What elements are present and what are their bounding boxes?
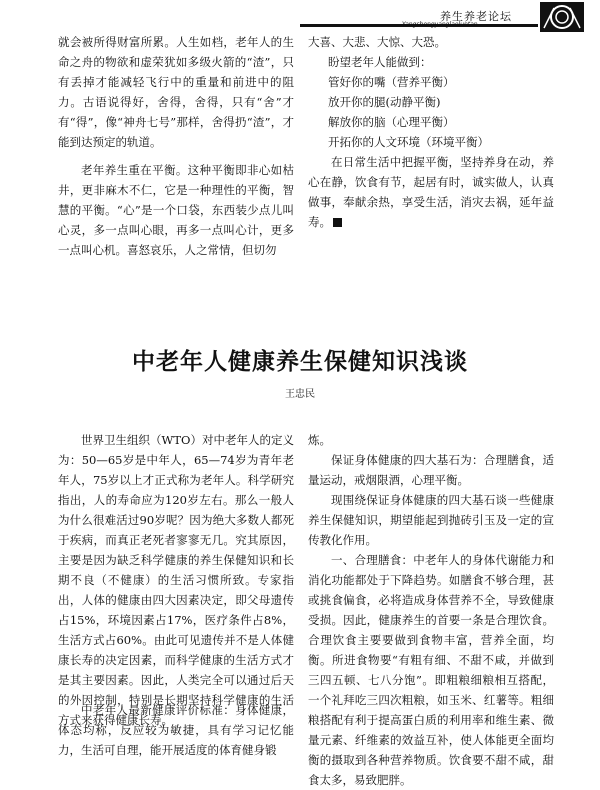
article-right-paragraph-2: 保证身体健康的四大基石为：合理膳食，适量运动，戒烟限酒，心理平衡。 bbox=[308, 453, 554, 487]
previous-article-intro-line: 大喜、大悲、大惊、大恐。 bbox=[308, 35, 446, 49]
previous-article-right-column bbox=[308, 32, 554, 152]
article-right-paragraph-1: 炼。 bbox=[308, 433, 331, 447]
previous-article-closing-text: 在日常生活中把握平衡，坚持养身在动，养心在静，饮食有节，起居有时，诚实做人，认真做事，奉献余热，享受生活，消灾去祸，延年益寿。 bbox=[308, 155, 554, 229]
section-title: 养生养老论坛 bbox=[440, 10, 512, 23]
column-logo-icon bbox=[540, 2, 584, 32]
list-item: 放开你的腿(动静平衡) bbox=[328, 95, 441, 109]
previous-article-wish-line: 盼望老年人能做到： bbox=[328, 55, 432, 69]
article-right-paragraph-4: 一、合理膳食：中老年人的身体代谢能力和消化功能都处于下降趋势。如膳食不够合理，甚或挑食偏食，必将造成身体营养不全，导致健康受损。因此，健康养生的首要一条是合理饮食。合理饮食主要要做到食物丰富，营养全面，均衡。所进食物要“有粗有细、不甜不咸，并做到三四五顿、七八分饱”。即粗粮细粮相互搭配，一个礼拜吃三四次粗粮，如玉米、红薯等。粗细粮搭配有利于提高蛋白质的利用率和维生素、微量元素、纤维素的效益互补，使人体能更全面均衡的摄取到各种营养物质。饮食要不甜不咸，甜食太多，易致肥胖。 bbox=[308, 553, 554, 787]
previous-article-closing-paragraph bbox=[308, 152, 554, 232]
end-of-article-mark-icon bbox=[333, 218, 342, 227]
article-author: 王忠民 bbox=[285, 389, 315, 400]
article-left-paragraph-2: 中老年人最新健康评价标准：身体健康，体态均称，反应较为敏捷，具有学习记忆能力，生活可自理，能开展适度的体育健身锻 bbox=[58, 703, 294, 757]
list-item: 解放你的脑（心理平衡） bbox=[328, 115, 455, 129]
list-item: 管好你的嘴（营养平衡） bbox=[328, 75, 455, 89]
article-left-paragraph-1: 世界卫生组织（WTO）对中老年人的定义为：50—65岁是中年人，65—74岁为青年老年人，75岁以上才正式称为老年人。科学研究指出，人的寿命应为120岁左右。那么一般人为什么很难活过90岁呢？因为绝大多数人都死于疾病，而真正老死者寥寥无几。究其原因，主要是因为缺乏科学健康的养生保健知识和长期不良（不健康）的生活习惯所致。专家指出，人体的健康由四大因素决定，即父母遗传占15%，环境因素占17%，医疗条件占8%，生活方式占60%。由此可见遗传并不是人体健康长寿的决定因素，而科学健康的生活方式才是其主要因素。因此，人类完全可以通过后天的外因控制，特别是长期坚持科学健康的生活方式来获得健康长寿。 bbox=[58, 433, 294, 727]
previous-article-paragraph-1: 就会被所得财富所累。人生如档，老年人的生命之舟的物欲和虚荣犹如多级火箭的“渣”，只有丢掉才能减轻飞行中的重量和前进中的阻力。古语说得好，舍得，舍得，只有“舍”才有“得”，像“神舟七号”那样，舍得扔“渣”，才能到达预定的轨道。 bbox=[58, 35, 294, 149]
running-header bbox=[0, 0, 600, 34]
previous-article-paragraph-2: 老年养生重在平衡。这种平衡即非心如枯井，更非麻木不仁，它是一种理性的平衡，智慧的平衡。“心”是一个口袋，东西装少点儿叫心灵，多一点叫心眼，再多一点叫心计，更多一点叫心机。喜怒哀乐，人之常情，但切勿 bbox=[58, 163, 294, 257]
list-item: 开拓你的人文环境（环境平衡） bbox=[328, 135, 489, 149]
article-right-paragraph-3: 现围绕保证身体健康的四大基石谈一些健康养生保健知识，期望能起到抛砖引玉及一定的宣传教化作用。 bbox=[308, 493, 554, 547]
section-pinyin: Yangshengyanglaoluntan bbox=[402, 21, 478, 28]
article-title: 中老年人健康养生保健知识浅谈 bbox=[132, 349, 468, 376]
